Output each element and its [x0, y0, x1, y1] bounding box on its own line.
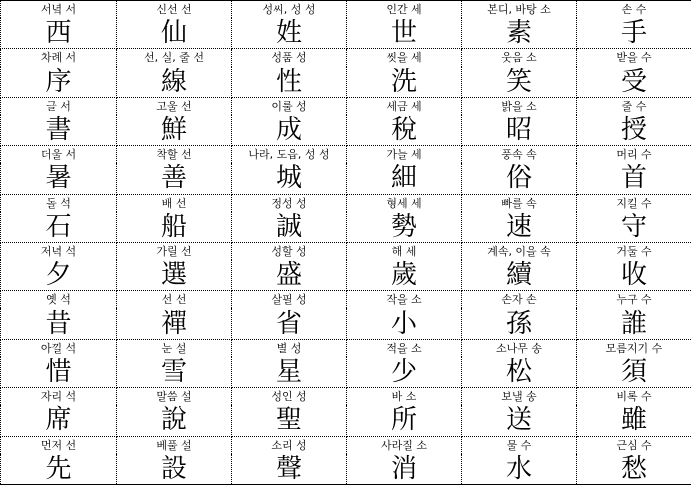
- hanja-cell: 西: [1, 18, 117, 49]
- character-row: [1, 115, 691, 146]
- reading-cell: 본디, 바탕 소: [462, 1, 577, 19]
- hanja-cell: 說: [117, 405, 232, 436]
- hanja-cell: 惜: [1, 357, 117, 388]
- reading-cell: 성할 성: [232, 242, 347, 260]
- reading-cell: 누구 수: [577, 291, 691, 309]
- reading-cell: 저녁 석: [1, 242, 117, 260]
- reading-cell: 성품 성: [232, 49, 347, 67]
- hanja-cell: 洗: [347, 67, 462, 98]
- hanja-cell: 誰: [577, 308, 691, 339]
- reading-cell: 계속, 이을 속: [462, 242, 577, 260]
- hanja-cell: 續: [462, 260, 577, 291]
- reading-cell: 성인 성: [232, 388, 347, 406]
- reading-cell: 베풀 설: [117, 436, 232, 454]
- hanja-cell: 笑: [462, 67, 577, 98]
- reading-cell: 옛 석: [1, 291, 117, 309]
- reading-cell: 작을 소: [347, 291, 462, 309]
- hanja-cell: 設: [117, 454, 232, 485]
- hanja-cell: 仙: [117, 18, 232, 49]
- reading-cell: 글 서: [1, 97, 117, 115]
- hanja-cell: 先: [1, 454, 117, 485]
- reading-row: [1, 49, 691, 67]
- reading-cell: 근심 수: [577, 436, 691, 454]
- reading-cell: 자리 석: [1, 388, 117, 406]
- character-row: [1, 67, 691, 98]
- reading-row: [1, 388, 691, 406]
- hanja-cell: 細: [347, 163, 462, 194]
- character-row: [1, 163, 691, 194]
- hanja-cell: 船: [117, 212, 232, 243]
- reading-cell: 이룰 성: [232, 97, 347, 115]
- reading-cell: 세금 세: [347, 97, 462, 115]
- hanja-cell: 省: [232, 308, 347, 339]
- hanja-cell: 小: [347, 308, 462, 339]
- reading-cell: 손 수: [577, 1, 691, 19]
- reading-cell: 가릴 선: [117, 242, 232, 260]
- reading-cell: 착할 선: [117, 146, 232, 164]
- reading-cell: 정성 성: [232, 194, 347, 212]
- reading-cell: 거둘 수: [577, 242, 691, 260]
- reading-cell: 차례 서: [1, 49, 117, 67]
- hanja-cell: 書: [1, 115, 117, 146]
- reading-cell: 배 선: [117, 194, 232, 212]
- character-row: [1, 405, 691, 436]
- reading-cell: 바 소: [347, 388, 462, 406]
- character-row: [1, 212, 691, 243]
- hanja-cell: 雖: [577, 405, 691, 436]
- reading-cell: 빠를 속: [462, 194, 577, 212]
- hanja-cell: 勢: [347, 212, 462, 243]
- reading-row: [1, 146, 691, 164]
- reading-cell: 신선 선: [117, 1, 232, 19]
- reading-cell: 아낄 석: [1, 339, 117, 357]
- hanja-cell: 少: [347, 357, 462, 388]
- reading-cell: 소리 성: [232, 436, 347, 454]
- reading-cell: 웃음 소: [462, 49, 577, 67]
- hanja-cell: 盛: [232, 260, 347, 291]
- hanja-cell: 石: [1, 212, 117, 243]
- hanja-cell: 姓: [232, 18, 347, 49]
- hanja-cell: 所: [347, 405, 462, 436]
- reading-cell: 머리 수: [577, 146, 691, 164]
- hanja-cell: 聖: [232, 405, 347, 436]
- reading-cell: 성씨, 성 성: [232, 1, 347, 19]
- reading-cell: 모름지기 수: [577, 339, 691, 357]
- hanja-cell: 昭: [462, 115, 577, 146]
- hanja-cell: 消: [347, 454, 462, 485]
- reading-cell: 선, 실, 줄 선: [117, 49, 232, 67]
- reading-cell: 나라, 도읍, 성 성: [232, 146, 347, 164]
- hanja-cell: 守: [577, 212, 691, 243]
- reading-cell: 서녘 서: [1, 1, 117, 19]
- reading-row: [1, 97, 691, 115]
- reading-cell: 줄 수: [577, 97, 691, 115]
- reading-cell: 밝을 소: [462, 97, 577, 115]
- hanja-cell: 星: [232, 357, 347, 388]
- hanja-cell: 送: [462, 405, 577, 436]
- reading-cell: 별 성: [232, 339, 347, 357]
- hanja-cell: 禪: [117, 308, 232, 339]
- reading-cell: 물 수: [462, 436, 577, 454]
- reading-row: [1, 1, 691, 19]
- reading-cell: 풍속 속: [462, 146, 577, 164]
- reading-cell: 형세 세: [347, 194, 462, 212]
- reading-cell: 가늘 세: [347, 146, 462, 164]
- hanja-cell: 孫: [462, 308, 577, 339]
- hanja-cell: 歲: [347, 260, 462, 291]
- reading-cell: 지킬 수: [577, 194, 691, 212]
- hanja-cell: 俗: [462, 163, 577, 194]
- reading-row: [1, 339, 691, 357]
- reading-cell: 말씀 설: [117, 388, 232, 406]
- reading-row: [1, 194, 691, 212]
- reading-cell: 눈 설: [117, 339, 232, 357]
- hanja-cell: 夕: [1, 260, 117, 291]
- hanja-cell: 須: [577, 357, 691, 388]
- reading-cell: 적을 소: [347, 339, 462, 357]
- character-row: [1, 308, 691, 339]
- hanja-cell: 選: [117, 260, 232, 291]
- reading-cell: 손자 손: [462, 291, 577, 309]
- hanja-cell: 素: [462, 18, 577, 49]
- reading-cell: 더울 서: [1, 146, 117, 164]
- table-body: [1, 1, 691, 485]
- reading-cell: 받을 수: [577, 49, 691, 67]
- character-row: [1, 260, 691, 291]
- character-row: [1, 18, 691, 49]
- reading-cell: 선 선: [117, 291, 232, 309]
- hanja-cell: 受: [577, 67, 691, 98]
- hanja-cell: 善: [117, 163, 232, 194]
- reading-row: [1, 436, 691, 454]
- hanja-cell: 成: [232, 115, 347, 146]
- reading-row: [1, 291, 691, 309]
- hanja-cell: 聲: [232, 454, 347, 485]
- hanja-cell: 鮮: [117, 115, 232, 146]
- hanja-cell: 世: [347, 18, 462, 49]
- reading-cell: 씻을 세: [347, 49, 462, 67]
- reading-cell: 소나무 송: [462, 339, 577, 357]
- reading-cell: 보낼 송: [462, 388, 577, 406]
- hanja-cell: 首: [577, 163, 691, 194]
- hanja-cell: 性: [232, 67, 347, 98]
- hanja-cell: 線: [117, 67, 232, 98]
- reading-cell: 사라질 소: [347, 436, 462, 454]
- hanja-cell: 授: [577, 115, 691, 146]
- hanja-cell: 水: [462, 454, 577, 485]
- character-row: [1, 357, 691, 388]
- hanja-cell: 雪: [117, 357, 232, 388]
- reading-cell: 인간 세: [347, 1, 462, 19]
- hanja-cell: 速: [462, 212, 577, 243]
- reading-cell: 돌 석: [1, 194, 117, 212]
- hanja-cell: 手: [577, 18, 691, 49]
- hanja-cell: 昔: [1, 308, 117, 339]
- reading-cell: 살필 성: [232, 291, 347, 309]
- hanja-cell: 席: [1, 405, 117, 436]
- hanja-cell: 城: [232, 163, 347, 194]
- character-row: [1, 454, 691, 485]
- reading-cell: 해 세: [347, 242, 462, 260]
- hanja-cell: 序: [1, 67, 117, 98]
- hanja-cell: 松: [462, 357, 577, 388]
- hanja-cell: 愁: [577, 454, 691, 485]
- reading-cell: 비록 수: [577, 388, 691, 406]
- hanja-cell: 暑: [1, 163, 117, 194]
- hanja-cell: 誠: [232, 212, 347, 243]
- hanja-cell: 收: [577, 260, 691, 291]
- hanja-cell: 稅: [347, 115, 462, 146]
- reading-cell: 고울 선: [117, 97, 232, 115]
- reading-row: [1, 242, 691, 260]
- reading-cell: 먼저 선: [1, 436, 117, 454]
